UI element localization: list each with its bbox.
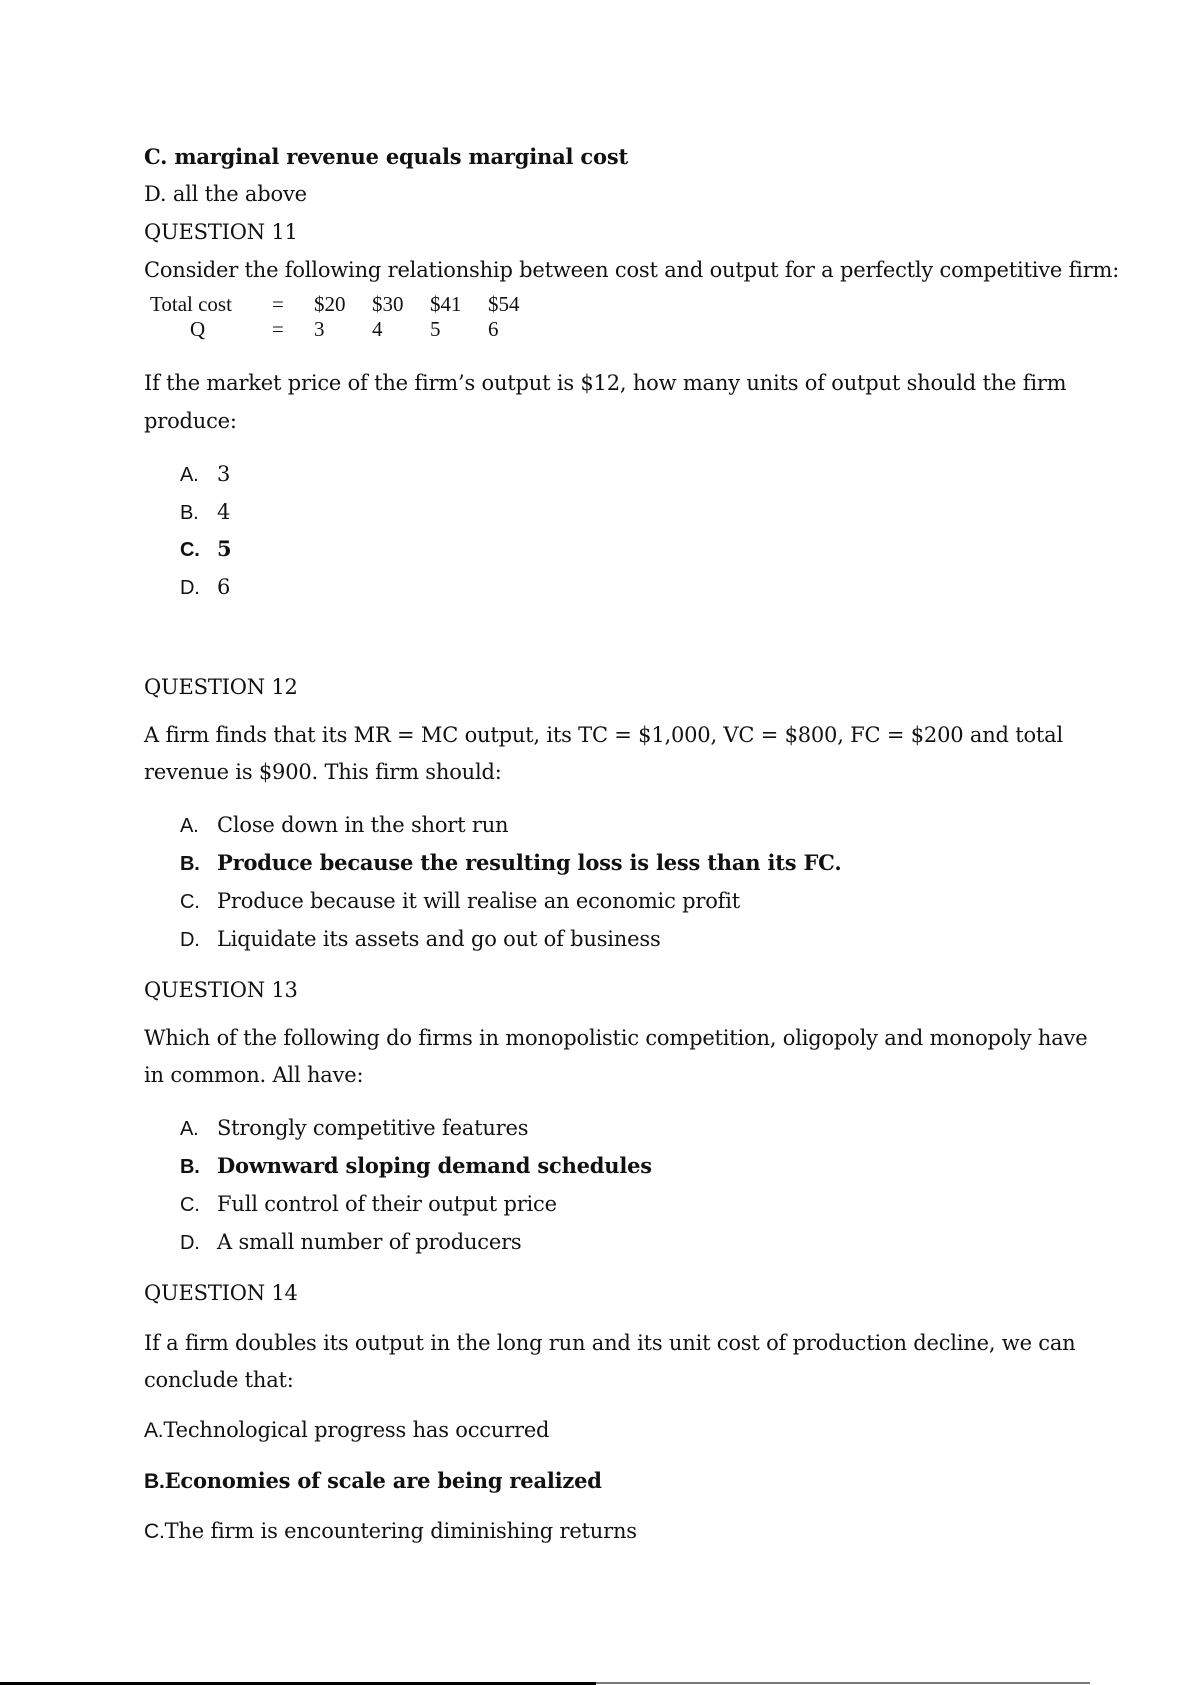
cell: $20 — [314, 292, 346, 316]
cell: 5 — [430, 317, 441, 341]
q14-option-b-correct: B.Economies of scale are being realized — [144, 1468, 602, 1493]
cell: $54 — [488, 292, 520, 316]
question-11-stem: Consider the following relationship between cost and output for a perfectly competitive firm: — [144, 258, 1120, 282]
row-label: Q — [190, 317, 206, 341]
q12-option-a: A. Close down in the short run — [180, 813, 509, 837]
q11-option-c-correct: C. 5 — [180, 536, 232, 561]
q13-option-b-correct: B. Downward sloping demand schedules — [180, 1153, 652, 1178]
cell: 3 — [314, 317, 325, 341]
q12-option-c: C. Produce because it will realise an economic profit — [180, 889, 740, 913]
question-12-stem-line1: A firm finds that its MR = MC output, its TC = $1,000, VC = $800, FC = $200 and total — [144, 723, 1063, 747]
q14-option-a: A.Technological progress has occurred — [144, 1418, 550, 1442]
q13-option-c: C. Full control of their output price — [180, 1192, 557, 1216]
page-edge-gray-segment — [596, 1682, 1090, 1684]
q12-option-b-correct: B. Produce because the resulting loss is less than its FC. — [180, 850, 842, 875]
q11-option-a: A. 3 — [180, 462, 231, 486]
question-14-stem-line1: If a firm doubles its output in the long run and its unit cost of production decline, we can — [144, 1331, 1076, 1355]
q14-option-c: C.The firm is encountering diminishing returns — [144, 1519, 637, 1543]
cell: $30 — [372, 292, 404, 316]
question-13-stem-line2: in common. All have: — [144, 1063, 364, 1087]
q11-option-b: B. 4 — [180, 500, 231, 524]
question-12-stem-line2: revenue is $900. This firm should: — [144, 760, 502, 784]
q13-option-d: D. A small number of producers — [180, 1230, 522, 1254]
q13-option-a: A. Strongly competitive features — [180, 1116, 529, 1140]
question-11-prompt-line1: If the market price of the firm’s output is $12, how many units of output should the firm — [144, 371, 1067, 395]
prev-option-c-correct: C. marginal revenue equals marginal cost — [144, 144, 628, 169]
equals-sign: = — [272, 292, 284, 316]
question-11-prompt-line2: produce: — [144, 409, 237, 433]
question-14-stem-line2: conclude that: — [144, 1368, 294, 1392]
question-13-heading: QUESTION 13 — [144, 978, 298, 1002]
cell: 6 — [488, 317, 499, 341]
row-label: Total cost — [150, 292, 232, 316]
q12-option-d: D. Liquidate its assets and go out of business — [180, 927, 661, 951]
q11-option-d: D. 6 — [180, 575, 231, 599]
cell: 4 — [372, 317, 383, 341]
equals-sign: = — [272, 317, 284, 341]
question-12-heading: QUESTION 12 — [144, 675, 298, 699]
cell: $41 — [430, 292, 462, 316]
question-11-heading: QUESTION 11 — [144, 220, 298, 244]
prev-option-d: D. all the above — [144, 182, 307, 206]
question-14-heading: QUESTION 14 — [144, 1281, 298, 1305]
question-13-stem-line1: Which of the following do firms in monopolistic competition, oligopoly and monopoly have — [144, 1026, 1088, 1050]
